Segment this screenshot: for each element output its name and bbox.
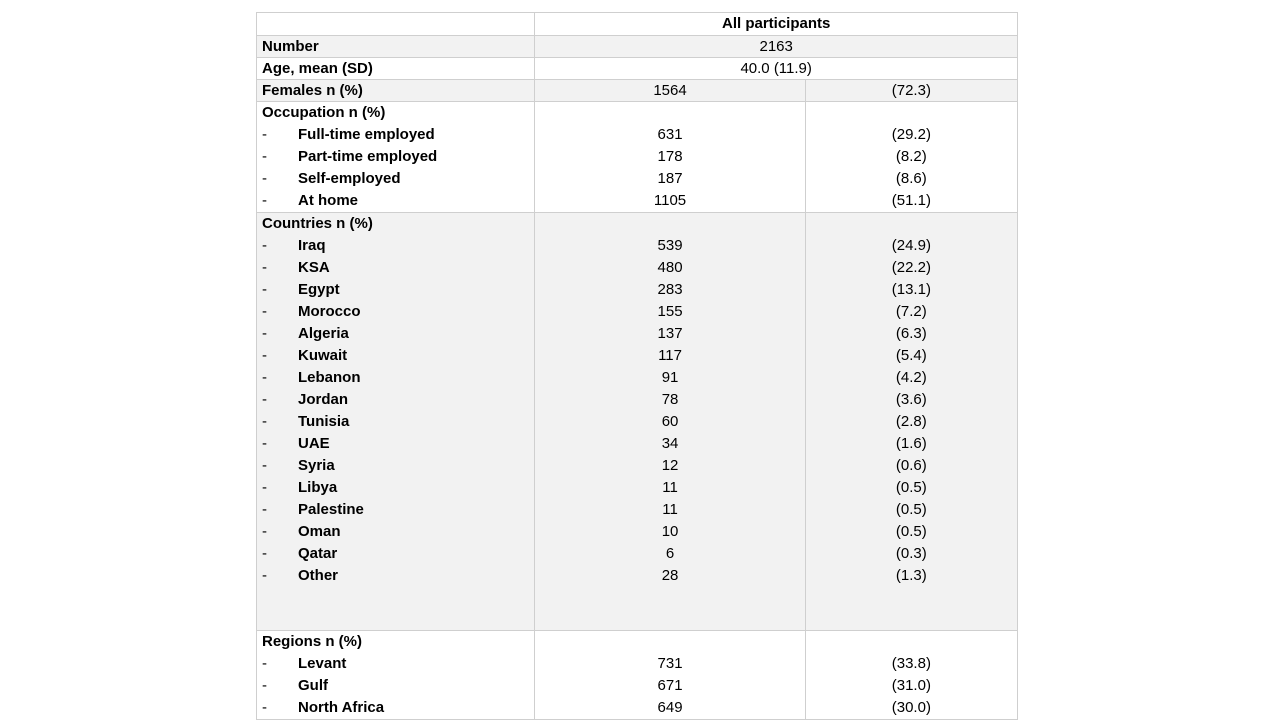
countries-item-n: 12 xyxy=(661,457,679,474)
countries-item-name: KSA xyxy=(298,259,330,276)
countries-item xyxy=(257,477,534,499)
countries-item xyxy=(257,279,534,301)
countries-item xyxy=(257,521,534,543)
countries-item xyxy=(257,565,534,587)
countries-item-name: Kuwait xyxy=(298,347,348,364)
regions-item xyxy=(257,675,534,697)
countries-item-n: 11 xyxy=(662,501,678,518)
occupation-item-n: 178 xyxy=(657,148,683,165)
countries-item xyxy=(257,301,534,323)
countries-item-pct: (1.3) xyxy=(895,567,927,584)
occupation-item-name: Full-time employed xyxy=(298,126,435,143)
regions-item-n: 671 xyxy=(657,677,683,694)
countries-item xyxy=(257,433,534,455)
countries-item-n: 10 xyxy=(661,523,679,540)
bullet-dash: - xyxy=(262,325,267,342)
countries-item xyxy=(257,257,534,279)
countries-item-pct: (24.9) xyxy=(891,237,931,254)
countries-item xyxy=(257,455,534,477)
occupation-title: Occupation n (%) xyxy=(262,104,386,121)
occupation-item-n: 1105 xyxy=(653,192,687,209)
bullet-dash: - xyxy=(262,457,267,474)
bullet-dash: - xyxy=(262,347,267,364)
countries-item xyxy=(257,345,534,367)
countries-group xyxy=(257,213,1018,631)
regions-item-name: Gulf xyxy=(298,677,328,694)
occupation-item xyxy=(257,190,534,212)
countries-item-name: UAE xyxy=(298,435,330,452)
countries-item-name: Qatar xyxy=(298,545,338,562)
countries-item-pct: (4.2) xyxy=(895,369,927,386)
occupation-item-name: Self-employed xyxy=(298,170,401,187)
regions-item xyxy=(257,697,534,719)
occupation-item-pct: (29.2) xyxy=(891,126,931,143)
bullet-dash: - xyxy=(262,369,267,386)
bullet-dash: - xyxy=(262,391,267,408)
occupation-item-name: Part-time employed xyxy=(298,148,438,165)
countries-item-n: 480 xyxy=(657,259,683,276)
countries-item-n: 117 xyxy=(658,347,682,364)
regions-item-pct: (31.0) xyxy=(891,677,931,694)
regions-item xyxy=(257,653,534,675)
occupation-n-column xyxy=(535,102,805,213)
bullet-dash: - xyxy=(262,148,267,165)
bullet-dash: - xyxy=(262,259,267,276)
countries-n-column xyxy=(535,213,805,631)
bullet-dash: - xyxy=(262,126,267,143)
regions-labels xyxy=(257,631,535,720)
bullet-dash: - xyxy=(262,677,267,694)
age-value: 40.0 (11.9) xyxy=(535,58,1018,80)
regions-n-column xyxy=(535,631,805,720)
countries-item xyxy=(257,235,534,257)
countries-item-pct: (2.8) xyxy=(895,413,927,430)
countries-item-n: 91 xyxy=(661,369,679,386)
countries-item-pct: (0.5) xyxy=(895,501,927,518)
bullet-dash: - xyxy=(262,699,267,716)
bullet-dash: - xyxy=(262,413,267,430)
countries-item xyxy=(257,543,534,565)
countries-item-name: Algeria xyxy=(298,325,349,342)
countries-item-n: 28 xyxy=(661,567,679,584)
regions-item-name: North Africa xyxy=(298,699,385,716)
bullet-dash: - xyxy=(262,501,267,518)
regions-item-name: Levant xyxy=(298,655,347,672)
regions-title: Regions n (%) xyxy=(262,633,362,650)
countries-title: Countries n (%) xyxy=(262,215,373,232)
females-label: Females n (%) xyxy=(257,80,535,102)
countries-item xyxy=(257,323,534,345)
occupation-item-pct: (8.6) xyxy=(895,170,927,187)
occupation-item xyxy=(257,168,534,190)
countries-item-pct: (3.6) xyxy=(895,391,927,408)
countries-item-name: Tunisia xyxy=(298,413,350,430)
countries-item-name: Morocco xyxy=(298,303,361,320)
occupation-item-pct: (8.2) xyxy=(895,148,927,165)
countries-item-n: 137 xyxy=(657,325,683,342)
age-label: Age, mean (SD) xyxy=(257,58,535,80)
header-title: All participants xyxy=(535,13,1018,36)
occupation-item xyxy=(257,124,534,146)
countries-item-n: 34 xyxy=(661,435,679,452)
occupation-item-n: 187 xyxy=(657,170,683,187)
countries-item-name: Iraq xyxy=(298,237,326,254)
bullet-dash: - xyxy=(262,523,267,540)
bullet-dash: - xyxy=(262,170,267,187)
countries-item-name: Oman xyxy=(298,523,341,540)
occupation-item-name: At home xyxy=(298,192,358,209)
countries-item-pct: (0.5) xyxy=(895,523,927,540)
regions-item-n: 731 xyxy=(657,655,683,672)
occupation-item-pct: (51.1) xyxy=(891,192,931,209)
countries-item-name: Lebanon xyxy=(298,369,361,386)
bullet-dash: - xyxy=(262,237,267,254)
regions-item-n: 649 xyxy=(657,699,683,716)
countries-pct-column xyxy=(805,213,1017,631)
number-row xyxy=(257,36,1018,58)
countries-item-pct: (7.2) xyxy=(895,303,927,320)
bullet-dash: - xyxy=(262,567,267,584)
countries-item-n: 539 xyxy=(657,237,683,254)
bullet-dash: - xyxy=(262,655,267,672)
countries-item xyxy=(257,389,534,411)
countries-item-name: Syria xyxy=(298,457,335,474)
occupation-item-n: 631 xyxy=(657,126,683,143)
countries-item-name: Jordan xyxy=(298,391,349,408)
regions-pct-column xyxy=(805,631,1017,720)
occupation-group xyxy=(257,102,1018,213)
number-value: 2163 xyxy=(535,36,1018,58)
bullet-dash: - xyxy=(262,435,267,452)
occupation-item xyxy=(257,146,534,168)
countries-labels xyxy=(257,213,535,631)
countries-item-pct: (0.3) xyxy=(895,545,927,562)
bullet-dash: - xyxy=(262,192,267,209)
regions-item-pct: (30.0) xyxy=(891,699,931,716)
countries-item-n: 60 xyxy=(661,413,679,430)
countries-item-pct: (0.6) xyxy=(895,457,927,474)
countries-item xyxy=(257,499,534,521)
countries-item-pct: (1.6) xyxy=(895,435,927,452)
countries-item-name: Other xyxy=(298,567,339,584)
countries-item-name: Libya xyxy=(298,479,338,496)
females-n: 1564 xyxy=(535,80,805,102)
countries-item-pct: (13.1) xyxy=(891,281,931,298)
occupation-pct-column xyxy=(805,102,1017,213)
age-row xyxy=(257,58,1018,80)
countries-item-pct: (0.5) xyxy=(895,479,927,496)
header-row xyxy=(257,13,1018,36)
regions-item-pct: (33.8) xyxy=(891,655,931,672)
bullet-dash: - xyxy=(262,303,267,320)
number-label: Number xyxy=(257,36,535,58)
bullet-dash: - xyxy=(262,281,267,298)
countries-item-pct: (22.2) xyxy=(891,259,931,276)
countries-item-n: 11 xyxy=(662,479,678,496)
countries-item-n: 6 xyxy=(665,545,675,562)
bullet-dash: - xyxy=(262,545,267,562)
countries-item-pct: (6.3) xyxy=(895,325,927,342)
countries-item-n: 283 xyxy=(657,281,683,298)
countries-item-name: Egypt xyxy=(298,281,340,298)
countries-item-n: 155 xyxy=(657,303,683,320)
countries-item xyxy=(257,367,534,389)
regions-group xyxy=(257,631,1018,720)
females-pct: (72.3) xyxy=(805,80,1017,102)
countries-item-n: 78 xyxy=(661,391,679,408)
countries-item-name: Palestine xyxy=(298,501,364,518)
header-empty-cell xyxy=(257,13,535,36)
participants-table xyxy=(256,12,1018,720)
females-row xyxy=(257,80,1018,102)
countries-item-pct: (5.4) xyxy=(895,347,927,364)
countries-item xyxy=(257,411,534,433)
bullet-dash: - xyxy=(262,479,267,496)
occupation-labels xyxy=(257,102,535,213)
